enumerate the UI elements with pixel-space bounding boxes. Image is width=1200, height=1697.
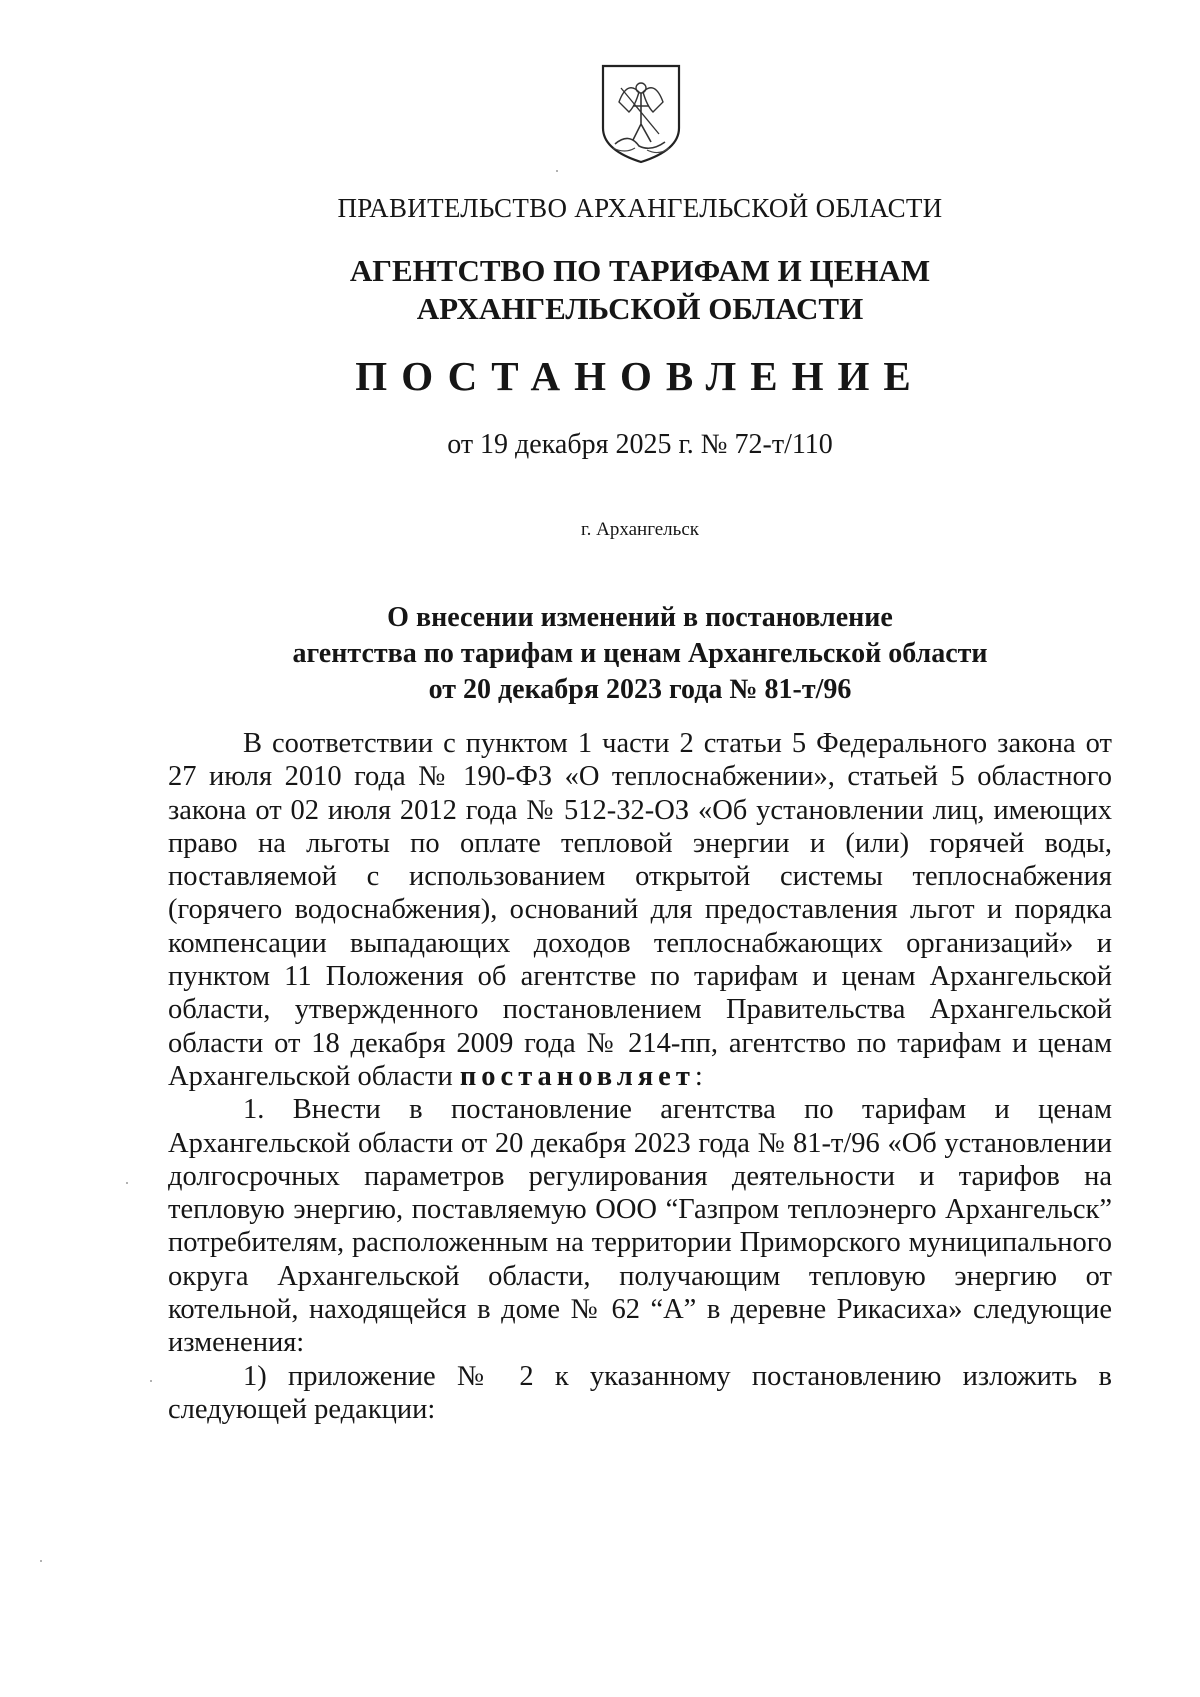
item-1-paragraph: 1. Внести в постановление агентства по тарифам и ценам Архангельской области от 20 декабря 2023 года № 81-т/96 «Об установлении долгосрочных параметров регулирования деятельности и тарифов на тепловую энергию, поставляемую ООО “Газпром теплоэнерго Архангельск” потребителям, расположенным на территории Приморского муниципального округа Архангельской области, получающим тепловую энергию от котельной, находящейся в доме № 62 “А” в деревне Рикасиха» следующие изменения: — [168, 1094, 1112, 1359]
scan-speck — [556, 170, 558, 172]
document-city: г. Архангельск — [580, 519, 699, 540]
decree-word: постановляет — [459, 1060, 695, 1092]
subitem-1-paragraph: 1) приложение № 2 к указанному постановлению изложить в следующей редакции: — [168, 1360, 1112, 1425]
decree-colon: : — [694, 1060, 703, 1092]
coat-of-arms-icon — [599, 62, 683, 166]
subject-line1: О внесении изменений в постановление — [387, 602, 893, 633]
document-date-number: от 19 декабря 2025 г. № 72-т/110 — [447, 429, 833, 460]
document-subject — [0, 600, 1200, 708]
agency-name — [0, 252, 1200, 328]
document-type: ПОСТАНОВЛЕНИЕ — [355, 353, 925, 399]
preamble-text: В соответствии с пунктом 1 части 2 статьи 5 Федерального закона от 27 июля 2010 года № 190-ФЗ «О теплоснабжении», статьей 5 областного закона от 02 июля 2012 года № 512-32-ОЗ «Об установлении лиц, имеющих право на льготы по оплате тепловой энергии и (или) горячей воды, поставляемой с использованием открытой системы теплоснабжения (горячего водоснабжения), оснований для предоставления льгот и порядка компенсации выпадающих доходов теплоснабжающих организаций» и пунктом 11 Положения об агентстве по тарифам и ценам Архангельской области, утвержденного постановлением Правительства Архангельской области от 18 декабря 2009 года № 214-пп, агентство по тарифам и ценам Архангельской области — [168, 728, 1112, 1092]
agency-name-line1: АГЕНТСТВО ПО ТАРИФАМ И ЦЕНАМ — [349, 253, 931, 288]
government-name: ПРАВИТЕЛЬСТВО АРХАНГЕЛЬСКОЙ ОБЛАСТИ — [337, 193, 943, 223]
subject-line2: агентства по тарифам и ценам Архангельской области — [292, 638, 988, 669]
scan-speck — [126, 1182, 128, 1184]
subject-line3: от 20 декабря 2023 года № 81-т/96 — [428, 674, 852, 705]
scan-speck — [40, 1560, 42, 1562]
preamble-paragraph — [168, 727, 1112, 1093]
document-body — [168, 727, 1112, 1426]
scan-speck — [150, 1380, 152, 1382]
agency-name-line2: АРХАНГЕЛЬСКОЙ ОБЛАСТИ — [416, 291, 864, 326]
